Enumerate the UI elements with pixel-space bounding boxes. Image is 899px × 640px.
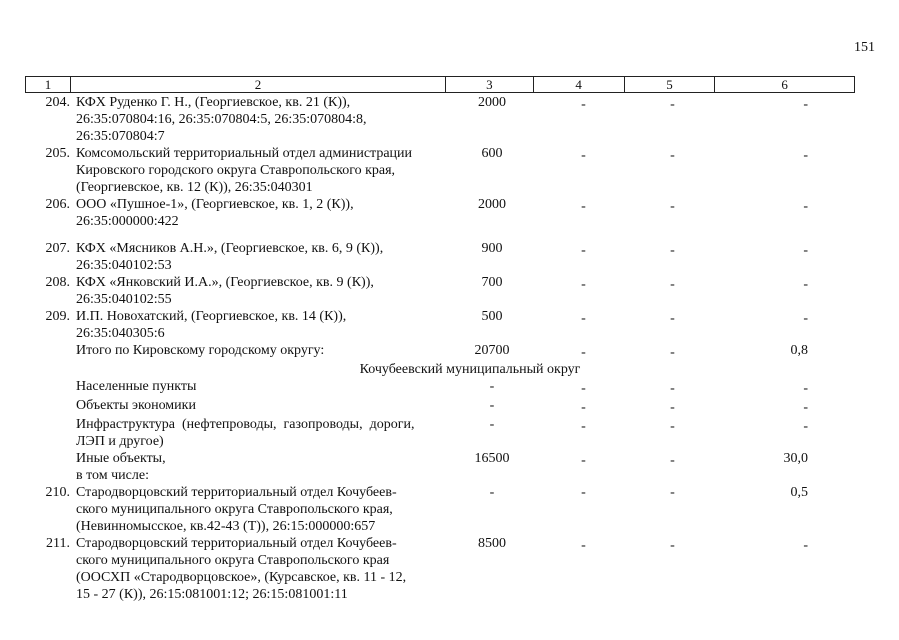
table-row — [25, 308, 855, 342]
row-number — [25, 397, 70, 416]
row-spacer — [25, 230, 855, 240]
desc-line: Инфраструктура (нефтепроводы, газопроводы, дороги, — [76, 417, 415, 432]
col-5-value: - — [670, 453, 675, 468]
col-6-value: 0,5 — [790, 485, 808, 500]
col-3-value: - — [489, 485, 495, 500]
desc-line: КФХ «Мясников А.Н.», (Георгиевское, кв. 6, 9 (К)), — [76, 241, 384, 256]
desc-line: Стародворцовский территориальный отдел Кочубеев- — [76, 485, 397, 500]
row-description — [70, 274, 446, 308]
desc-line: Иные объекты, — [76, 451, 166, 466]
col-6-value: - — [803, 97, 808, 112]
table-row — [25, 416, 855, 450]
col-5-value: - — [670, 381, 675, 396]
row-description — [70, 342, 446, 361]
col-4-value: - — [581, 277, 586, 292]
col-6-value: - — [803, 199, 808, 214]
desc-line: ООО «Пушное-1», (Георгиевское, кв. 1, 2 (К)), — [76, 197, 354, 212]
col-5-value: - — [670, 485, 675, 500]
col-4-value: - — [581, 199, 586, 214]
col-6-value: 30,0 — [783, 451, 808, 466]
col-3-value: - — [489, 379, 495, 394]
col-4-value: - — [581, 243, 586, 258]
desc-line: 26:35:070804:16, 26:35:070804:5, 26:35:070804:8, — [76, 112, 367, 127]
col-6-value: - — [803, 277, 808, 292]
desc-line: 26:35:040102:53 — [76, 258, 172, 273]
desc-line: Населенные пункты — [76, 379, 197, 394]
col-3-value: - — [489, 398, 495, 413]
row-number: 208. — [45, 275, 70, 290]
row-number: 205. — [45, 146, 70, 161]
header-col-1: 1 — [26, 77, 71, 92]
table-row — [25, 484, 855, 535]
desc-line: ского муниципального округа Ставропольского края — [76, 553, 390, 568]
desc-line: КФХ Руденко Г. Н., (Георгиевское, кв. 21 (К)), — [76, 95, 351, 110]
page-number: 151 — [854, 40, 875, 55]
header-col-2: 2 — [71, 77, 446, 92]
col-3-value: 900 — [481, 241, 503, 256]
row-description — [70, 196, 446, 230]
table-row — [25, 535, 855, 603]
col-4-value: - — [581, 148, 586, 163]
col-5-value: - — [670, 419, 675, 434]
col-3-value: 600 — [481, 146, 503, 161]
desc-line: Объекты экономики — [76, 398, 196, 413]
col-3-value: 2000 — [478, 197, 506, 212]
row-number: 206. — [45, 197, 70, 212]
desc-line: (ООСХП «Стародворцовское», (Курсавское, кв. 11 - 12, — [76, 570, 407, 585]
header-col-6: 6 — [781, 77, 788, 92]
row-number — [25, 342, 70, 361]
col-4-value: - — [581, 97, 586, 112]
col-5-value: - — [670, 400, 675, 415]
desc-line: Комсомольский территориальный отдел администрации — [76, 146, 413, 161]
desc-line: 15 - 27 (К)), 26:15:081001:12; 26:15:081001:11 — [76, 587, 348, 602]
table-row — [25, 378, 855, 397]
row-description — [70, 94, 446, 145]
col-6-value: - — [803, 243, 808, 258]
row-description — [70, 145, 446, 196]
col-6-value: 0,8 — [790, 343, 808, 358]
row-number: 209. — [45, 309, 70, 324]
col-3-value: 2000 — [478, 95, 506, 110]
desc-line: КФХ «Янковский И.А.», (Георгиевское, кв. 9 (К)), — [76, 275, 374, 290]
col-3-value: - — [489, 417, 495, 432]
col-6-value: - — [803, 381, 808, 396]
desc-line: Итого по Кировскому городскому округу: — [76, 343, 325, 358]
desc-line: Стародворцовский территориальный отдел Кочубеев- — [76, 536, 397, 551]
col-4-value: - — [581, 485, 586, 500]
col-3-value: 8500 — [478, 536, 506, 551]
row-description — [70, 484, 446, 535]
desc-line: 26:35:040102:55 — [76, 292, 172, 307]
col-6-value: - — [803, 419, 808, 434]
row-number: 211. — [46, 536, 70, 551]
table-row — [25, 274, 855, 308]
col-5-value: - — [670, 311, 675, 326]
col-5-value: - — [670, 538, 675, 553]
table-row — [25, 94, 855, 145]
desc-line: И.П. Новохатский, (Георгиевское, кв. 14 (К)), — [76, 309, 347, 324]
row-description — [70, 240, 446, 274]
desc-line: ского муниципального округа Ставропольского края, — [76, 502, 393, 517]
table-row — [25, 196, 855, 230]
desc-line: (Невинномысское, кв.42-43 (Т)), 26:15:000000:657 — [76, 519, 376, 534]
col-4-value: - — [581, 453, 586, 468]
col-6-value: - — [803, 148, 808, 163]
col-3-value: 20700 — [474, 343, 510, 358]
desc-line: 26:35:040305:6 — [76, 326, 165, 341]
table-row — [25, 145, 855, 196]
row-description — [70, 416, 446, 450]
header-col-3: 3 — [446, 77, 534, 92]
col-3-value: 700 — [481, 275, 503, 290]
row-number — [25, 378, 70, 397]
header-col-4: 4 — [534, 77, 625, 92]
col-5-value: - — [670, 199, 675, 214]
col-4-value: - — [581, 345, 586, 360]
section-heading: Кочубеевский муниципальный округ — [359, 362, 581, 377]
table-row — [25, 240, 855, 274]
table-row — [25, 397, 855, 416]
row-number: 207. — [45, 241, 70, 256]
col-4-value: - — [581, 400, 586, 415]
table-row — [25, 450, 855, 484]
desc-line: ЛЭП и другое) — [76, 434, 164, 449]
header-col-5: 5 — [625, 77, 716, 92]
row-number — [25, 416, 70, 450]
col-4-value: - — [581, 311, 586, 326]
row-description — [70, 535, 446, 603]
col-3-value: 500 — [481, 309, 503, 324]
col-6-value: - — [803, 538, 808, 553]
col-4-value: - — [581, 538, 586, 553]
desc-line: Кировского городского округа Ставропольского края, — [76, 163, 396, 178]
table-row-total — [25, 342, 855, 361]
row-number — [25, 450, 70, 484]
table-body — [25, 94, 855, 603]
col-6-value: - — [803, 311, 808, 326]
col-6-value: - — [803, 400, 808, 415]
row-description — [70, 308, 446, 342]
row-description — [70, 397, 446, 416]
col-5-value: - — [670, 345, 675, 360]
col-3-value: 16500 — [474, 451, 510, 466]
row-number: 210. — [45, 485, 70, 500]
desc-line: 26:35:070804:7 — [76, 129, 165, 144]
col-5-value: - — [670, 148, 675, 163]
desc-line: 26:35:000000:422 — [76, 214, 179, 229]
col-4-value: - — [581, 381, 586, 396]
col-4-value: - — [581, 419, 586, 434]
table-header — [25, 76, 855, 93]
col-5-value: - — [670, 243, 675, 258]
col-5-value: - — [670, 97, 675, 112]
col-5-value: - — [670, 277, 675, 292]
row-number: 204. — [45, 95, 70, 110]
desc-line: (Георгиевское, кв. 12 (К)), 26:35:040301 — [76, 180, 313, 195]
row-description — [70, 450, 446, 484]
row-description — [70, 378, 446, 397]
desc-line: в том числе: — [76, 468, 149, 483]
